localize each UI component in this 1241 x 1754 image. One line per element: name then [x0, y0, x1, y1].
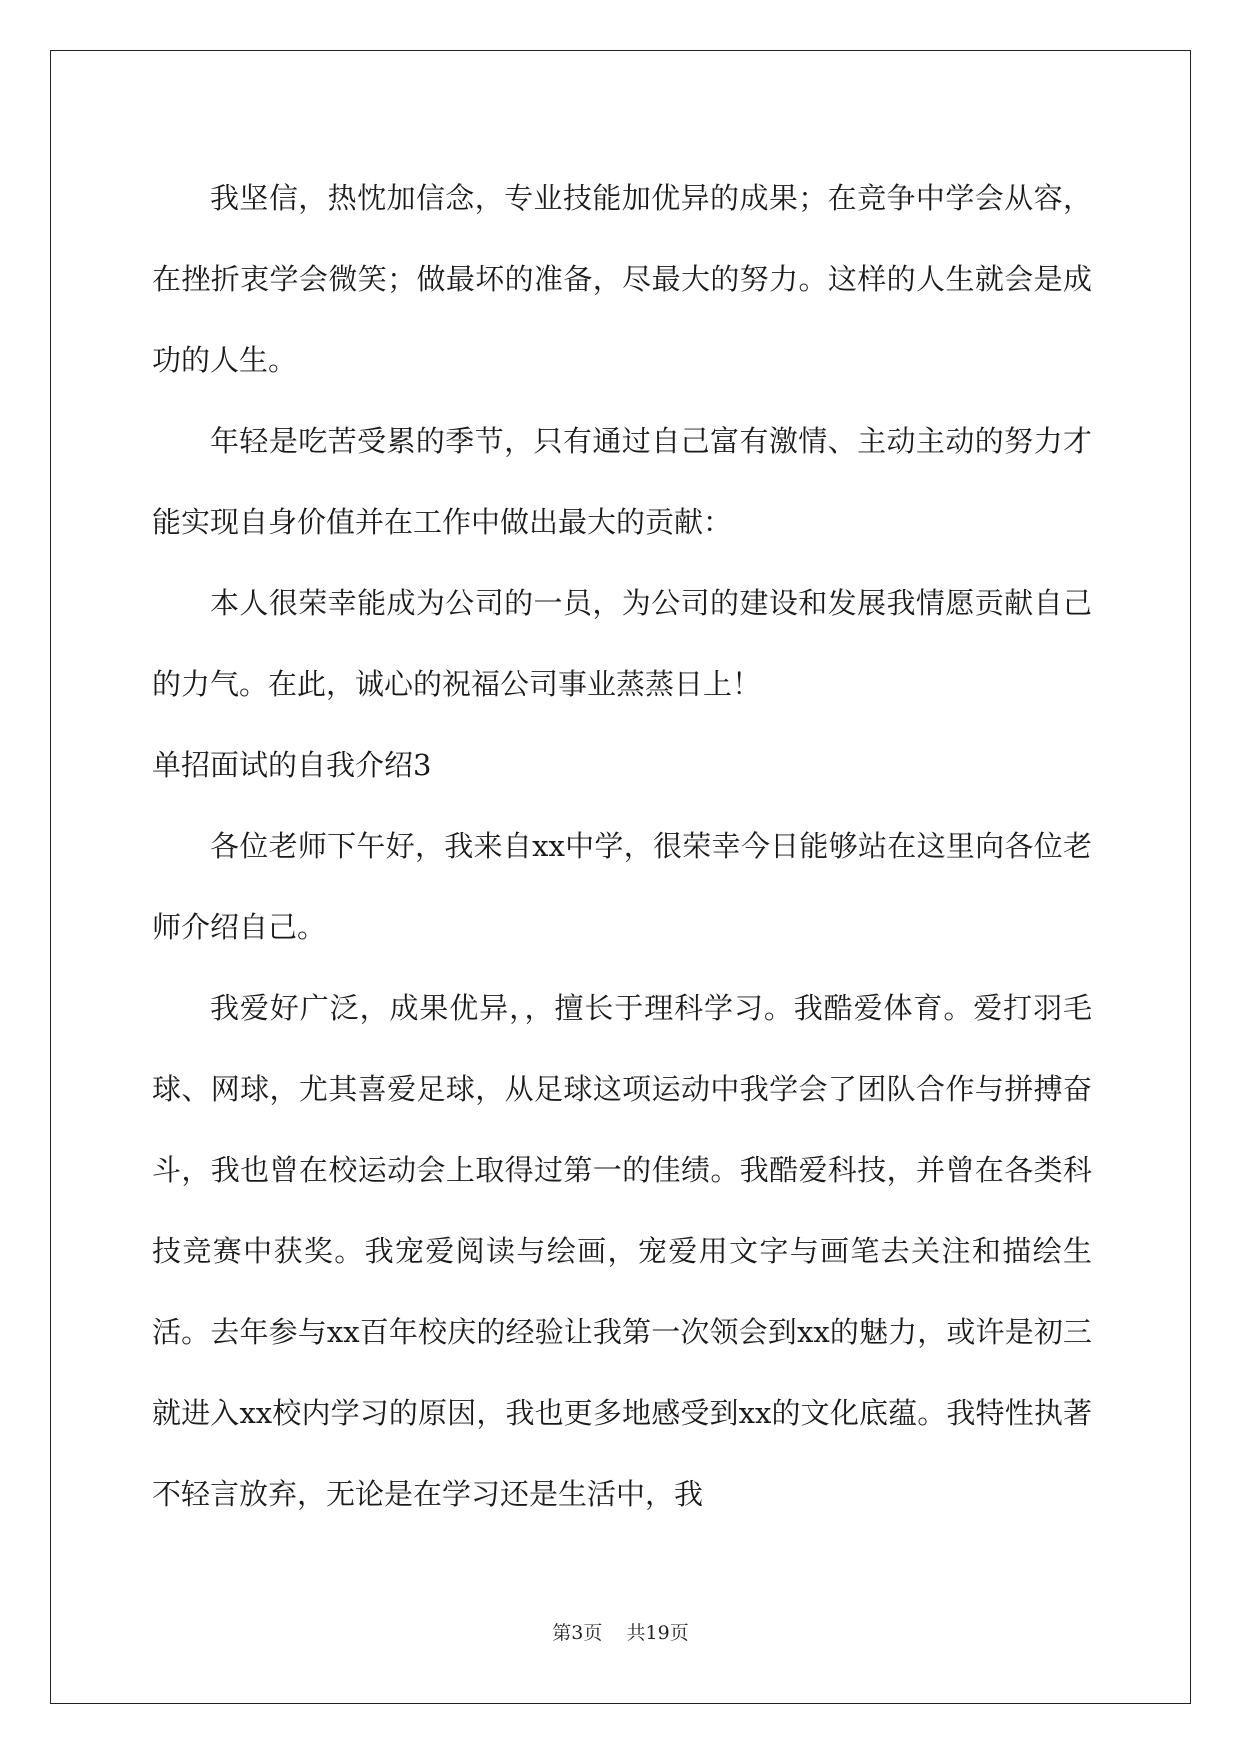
paragraph: 本人很荣幸能成为公司的一员，为公司的建设和发展我情愿贡献自己的力气。在此，诚心的祝福公司事业蒸蒸日上！ [152, 586, 1092, 701]
paragraph: 各位老师下午好，我来自xx中学，很荣幸今日能够站在这里向各位老师介绍自己。 [152, 829, 1092, 944]
page-total: 共19页 [626, 1622, 689, 1644]
paragraph: 我坚信，热忱加信念，专业技能加优异的成果；在竞争中学会从容，在挫折衷学会微笑；做最坏的准备，尽最大的努力。这样的人生就会是成功的人生。 [152, 181, 1092, 377]
section-heading: 单招面试的自我介绍3 [152, 748, 432, 782]
page-number: 第3页 [552, 1622, 603, 1644]
page-footer [0, 1618, 1241, 1645]
document-body [152, 158, 1092, 1535]
paragraph: 我爱好广泛，成果优异，，擅长于理科学习。我酷爱体育。爱打羽毛球、网球，尤其喜爱足球，从足球这项运动中我学会了团队合作与拼搏奋斗，我也曾在校运动会上取得过第一的佳绩。我酷爱科技，并曾在各类科技竞赛中获奖。我宠爱阅读与绘画，宠爱用文字与画笔去关注和描绘生活。去年参与xx百年校庆的经验让我第一次领会到xx的魅力，或许是初三就进入xx校内学习的原因，我也更多地感受到xx的文化底蕴。我特性执著不轻言放弃，无论是在学习还是生活中，我 [152, 991, 1092, 1511]
paragraph: 年轻是吃苦受累的季节，只有通过自己富有激情、主动主动的努力才能实现自身价值并在工作中做出最大的贡献： [152, 424, 1092, 539]
